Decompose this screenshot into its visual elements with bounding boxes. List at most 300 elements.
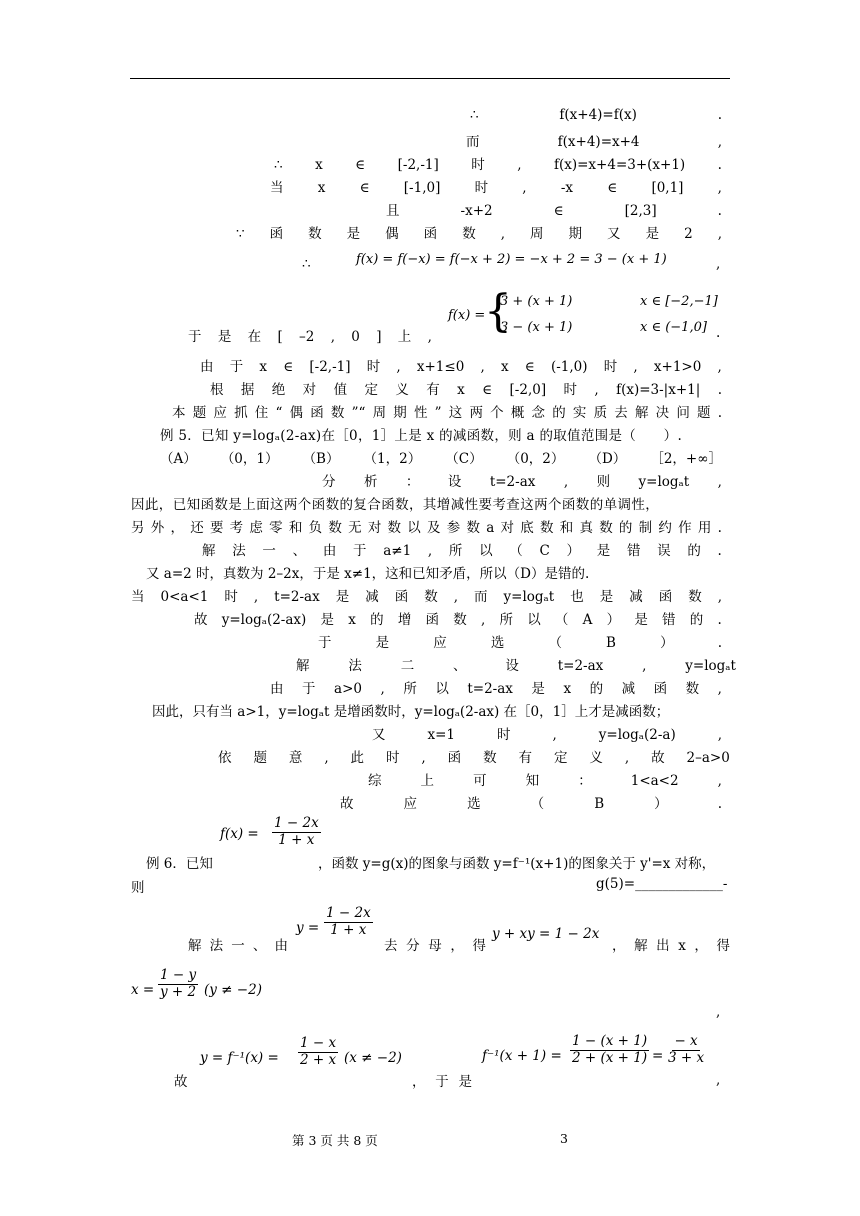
text-token: 上	[397, 329, 412, 345]
text-token: ）	[660, 635, 674, 651]
text-token: f(x)=x+4=3+(x+1)	[553, 157, 686, 173]
text-token: 时	[366, 359, 381, 375]
text-token: .	[717, 405, 722, 421]
text-token: ”“	[351, 405, 366, 421]
text-token: x	[348, 612, 356, 628]
solution-1-mid	[384, 934, 486, 954]
text-token: ∈	[283, 359, 294, 375]
line-28	[340, 792, 722, 812]
text-token: 、	[292, 543, 307, 559]
line-7-formula: f(x) = f(−x) = f(−x + 2) = −x + 2 = 3 − (x + 1)	[356, 252, 667, 267]
text-token: –2	[299, 329, 315, 345]
text-token: 概	[510, 405, 525, 421]
inverse-2-fraction-result	[666, 1034, 706, 1066]
text-token: 设	[447, 474, 462, 490]
text-token: 函	[653, 681, 668, 697]
text-token: [	[277, 329, 283, 345]
text-token: ,	[717, 773, 722, 789]
text-token: x	[457, 382, 465, 398]
line-13	[160, 447, 722, 467]
text-token: ，	[170, 520, 184, 536]
text-token: 数	[330, 405, 345, 421]
text-token: 底	[520, 520, 534, 536]
fraction-denominator: 2 + (x + 1)	[572, 1049, 648, 1066]
text-token: x=1	[427, 727, 455, 743]
text-token: 偶	[385, 226, 399, 242]
text-token: 由	[200, 359, 214, 375]
text-token: .	[717, 612, 722, 628]
text-token: 2	[684, 226, 693, 242]
text-token: 当	[131, 589, 145, 605]
text-token: 的	[618, 520, 633, 536]
text-token: 定	[553, 750, 568, 766]
text-token: 时	[603, 359, 618, 375]
text-token: 个	[490, 405, 504, 421]
text-token: a	[486, 520, 495, 536]
text-token: 于	[188, 329, 202, 345]
text-token: ,	[396, 359, 401, 375]
example-6-rest: ，函数 y=g(x)的图象与函数 y=f⁻¹(x+1)的图象关于 y'=x 对称，	[318, 856, 716, 872]
text-token: .	[717, 382, 722, 398]
text-token: 实	[572, 405, 587, 421]
footer-page-number: 3	[560, 1131, 568, 1146]
text-token: 用	[697, 520, 712, 536]
text-token: 时	[224, 589, 238, 605]
text-token: 一	[231, 938, 245, 954]
text-token: 0	[351, 329, 360, 345]
text-token: ,	[330, 329, 335, 345]
text-token: 以	[435, 681, 449, 697]
text-token: 2–a>0	[686, 750, 730, 766]
text-token: 的	[687, 543, 701, 559]
example-6-lead: 例 6．已知	[146, 856, 213, 872]
text-token: 应	[213, 405, 227, 421]
text-token: x	[315, 157, 323, 173]
text-token: 及	[427, 520, 441, 536]
text-token: 有	[426, 382, 440, 398]
text-token: (-1,0)	[550, 359, 588, 375]
text-token: 数	[599, 520, 613, 536]
text-token: 母	[428, 938, 442, 954]
line-21	[318, 631, 722, 651]
line-12: 例 5．已知 y=logₐ(2-ax)在［0，1］上是 x 的减函数，则 a 的取值范围是（ ）.	[160, 428, 683, 444]
text-token: x+1>0	[653, 359, 702, 375]
fraction-numerator: 1 − 2x	[326, 905, 371, 921]
text-token: 误	[657, 543, 671, 559]
text-token: 可	[473, 773, 487, 789]
line-24: 因此，只有当 a>1，y=logₐt 是增函数时，y=logₐ(2-ax) 在［0，1］上才是减函数；	[152, 704, 670, 720]
text-token: 是	[346, 226, 361, 242]
text-token: ,	[563, 474, 569, 490]
text-token: 所	[403, 681, 417, 697]
text-token: 考	[229, 520, 244, 536]
text-token: 、	[453, 658, 467, 674]
text-token: 定	[364, 382, 378, 398]
text-token: 时	[563, 382, 577, 398]
text-token: 念	[531, 405, 545, 421]
solution-1-tail	[612, 934, 730, 954]
text-token: 期	[568, 226, 583, 242]
text-token: 作	[678, 520, 692, 536]
text-token: 周	[372, 405, 387, 421]
text-token: ,	[522, 180, 527, 196]
text-token: ,	[717, 474, 722, 490]
text-token: 于	[435, 1074, 449, 1090]
text-token: ,	[717, 226, 722, 242]
text-token: f(x+4)=f(x)	[559, 107, 637, 123]
text-token: 义	[589, 750, 603, 766]
text-token: -x+2	[460, 203, 493, 219]
text-token: 绝	[271, 382, 286, 398]
text-token: 函	[394, 589, 409, 605]
text-token: ,	[421, 750, 426, 766]
text-token: 题	[253, 750, 267, 766]
text-token: 增	[397, 612, 412, 628]
text-token: ∈	[553, 203, 564, 219]
text-token: 本	[172, 405, 186, 421]
text-token: 0<a<1	[160, 589, 209, 605]
inverse-lhs: y = f⁻¹(x) =	[200, 1050, 279, 1066]
text-token: 得	[472, 938, 486, 954]
text-token: 由	[270, 681, 284, 697]
text-token: ：	[405, 474, 420, 490]
text-token: ,	[717, 180, 722, 196]
solution-1-y: y =	[296, 920, 320, 936]
text-token: 数	[453, 612, 467, 628]
text-token: ）	[606, 612, 621, 628]
text-token: .	[717, 520, 722, 536]
answer-blank: g(5)=_____________-	[596, 876, 728, 892]
text-token: ）	[654, 796, 668, 812]
text-token: 数	[387, 520, 402, 536]
text-token: 意	[288, 750, 303, 766]
fraction-numerator: 1 − 2x	[274, 815, 319, 831]
text-token: “	[275, 405, 283, 421]
text-token: 此	[350, 750, 365, 766]
text-token: 抓	[234, 405, 248, 421]
piecewise-function-label: f(x) =	[448, 308, 486, 323]
text-token: ”	[434, 405, 442, 421]
solution-1-fraction	[324, 906, 373, 938]
text-token: 故	[340, 796, 354, 812]
text-token: ，	[612, 938, 626, 954]
text-token: 而	[474, 589, 488, 605]
text-token: 时	[385, 750, 400, 766]
text-token: 时	[474, 180, 489, 196]
text-token: C	[539, 543, 550, 559]
text-token: x	[500, 359, 509, 375]
text-token: ,	[552, 727, 557, 743]
text-token: 的	[689, 612, 704, 628]
inverse-2-fraction	[570, 1034, 649, 1066]
line-22	[296, 654, 736, 674]
yu-shi-label	[412, 1070, 472, 1090]
text-token: ,	[427, 329, 432, 345]
text-token: ,	[253, 589, 259, 605]
line-6	[236, 222, 722, 242]
text-token: A	[582, 612, 593, 628]
piecewise-brace: {	[484, 286, 512, 337]
text-token: f(x)=3-|x+1|	[616, 382, 701, 398]
text-token: 制	[638, 520, 653, 536]
text-token: （	[548, 635, 562, 651]
text-token: 减	[621, 681, 636, 697]
text-token: 是	[531, 681, 545, 697]
text-token: 是	[375, 635, 390, 651]
piecewise-case-1-domain: x ∈ [−2,−1]	[640, 294, 718, 309]
text-token: t=2-ax	[274, 589, 320, 605]
text-token: 解	[202, 543, 216, 559]
x-expression-lhs: x =	[131, 982, 155, 998]
header-rule	[130, 78, 730, 79]
text-token: 外	[150, 520, 165, 536]
text-token: 的	[552, 405, 566, 421]
footer-page-info: 第 3 页 共 8 页	[292, 1133, 378, 1148]
text-token: 要	[209, 520, 224, 536]
x-expression-fraction	[158, 968, 198, 1000]
text-token: （D）	[588, 451, 627, 467]
text-token: ,	[427, 543, 433, 559]
text-token: 于	[229, 359, 244, 375]
line-11	[172, 401, 722, 421]
text-token: 据	[240, 382, 255, 398]
text-token: 、	[252, 938, 267, 954]
text-token: .	[717, 203, 722, 219]
text-token: 且	[386, 203, 400, 219]
text-token: ,	[717, 359, 722, 375]
text-token: .	[717, 635, 722, 651]
text-token: 数	[466, 520, 480, 536]
text-token: .	[717, 543, 722, 559]
text-token: 法	[348, 658, 362, 674]
text-token: 解	[296, 658, 310, 674]
text-token: ,	[717, 134, 722, 150]
text-token: [-2,0]	[509, 382, 547, 398]
text-token: （	[530, 796, 545, 812]
text-token: 所	[499, 612, 513, 628]
text-token: 故	[651, 750, 665, 766]
text-token: 于	[302, 681, 316, 697]
text-token: 数	[328, 520, 342, 536]
line-17	[202, 539, 722, 559]
example-6-fx: f(x) =	[220, 826, 259, 842]
text-token: y=logₐ(2-a)	[598, 727, 676, 743]
line-23	[270, 677, 722, 697]
text-token: 错	[626, 543, 641, 559]
text-token: 决	[655, 405, 670, 421]
line-20	[194, 608, 722, 628]
text-token: ∈	[607, 180, 618, 196]
text-token: 住	[254, 405, 269, 421]
text-token: 依	[218, 750, 232, 766]
text-token: 法	[232, 543, 246, 559]
text-token: ,	[717, 727, 722, 743]
fraction-denominator: 1 + x	[278, 831, 315, 848]
text-token: -x	[560, 180, 573, 196]
text-token: 时	[471, 157, 485, 173]
text-token: f(x+4)=x+4	[557, 134, 640, 150]
text-token: 于	[318, 635, 332, 651]
text-token: [0,1]	[651, 180, 684, 196]
fraction-numerator: 1 − x	[300, 1035, 337, 1051]
text-token: [2,3]	[624, 203, 657, 219]
text-token: 应	[403, 796, 418, 812]
text-token: ,	[517, 157, 522, 173]
text-token: 质	[593, 405, 608, 421]
text-token: 是	[320, 612, 335, 628]
fraction-denominator: 2 + x	[300, 1051, 337, 1068]
text-token: .	[717, 157, 722, 173]
text-token: 又	[607, 226, 621, 242]
text-token: ，	[412, 1074, 426, 1090]
text-token: 期	[393, 405, 407, 421]
text-token: 根	[210, 382, 224, 398]
text-token: 减	[365, 589, 379, 605]
example-6-then: 则	[131, 880, 145, 896]
text-token: ∴	[274, 157, 283, 173]
text-token: 函	[425, 612, 440, 628]
inverse-condition: (x ≠ −2)	[344, 1050, 402, 1066]
piecewise-case-2: 3 − (x + 1)	[500, 320, 573, 335]
text-token: 是	[645, 226, 660, 242]
text-token: 去	[384, 938, 398, 954]
text-token: x	[259, 359, 267, 375]
text-token: 分	[322, 474, 336, 490]
text-token: 数	[688, 589, 702, 605]
text-token: 零	[269, 520, 283, 536]
text-token: 在	[247, 329, 262, 345]
example-6-fraction	[272, 816, 321, 848]
comma-2: ,	[716, 1072, 721, 1088]
text-token: 值	[333, 382, 348, 398]
text-token: ）	[566, 543, 581, 559]
text-token: ∈	[359, 180, 370, 196]
solution-1-equation: y + xy = 1 − 2x	[492, 926, 600, 942]
text-token: y=logₐ(2-ax)	[221, 612, 307, 628]
text-token: 参	[446, 520, 461, 536]
text-token: 数	[483, 750, 497, 766]
text-token: ,	[480, 359, 485, 375]
text-token: ]	[376, 329, 382, 345]
text-token: 一	[262, 543, 276, 559]
text-token: 函	[658, 589, 673, 605]
text-token: 两	[469, 405, 483, 421]
text-token: 另	[131, 520, 145, 536]
text-token: [-1,0]	[403, 180, 441, 196]
text-token: 是	[599, 589, 614, 605]
text-token: 设	[505, 658, 519, 674]
text-token: 是	[458, 1074, 472, 1090]
text-token: 由	[274, 938, 288, 954]
text-token: 而	[466, 134, 480, 150]
line-8-end: .	[716, 325, 721, 341]
text-token: 数	[685, 681, 700, 697]
text-token: t=2-ax	[557, 658, 604, 674]
text-token: 和	[288, 520, 303, 536]
text-token: 真	[579, 520, 593, 536]
text-token: ,	[717, 681, 722, 697]
text-token: ∈	[482, 382, 493, 398]
text-token: 还	[190, 520, 204, 536]
text-token: 选	[490, 635, 505, 651]
line-5	[386, 199, 722, 219]
text-token: ∈	[355, 157, 366, 173]
text-token: 虑	[249, 520, 263, 536]
text-token: x	[563, 681, 572, 697]
fraction-numerator: − x	[674, 1033, 698, 1049]
text-token: 当	[270, 180, 284, 196]
text-token: 解	[188, 938, 202, 954]
text-token: 有	[518, 750, 533, 766]
text-token: [-2,-1]	[309, 359, 351, 375]
inverse-fraction	[298, 1036, 338, 1068]
text-token: 解	[634, 938, 648, 954]
inverse-2-eq: =	[652, 1048, 664, 1064]
text-token: （A）	[160, 451, 197, 467]
line-25	[372, 723, 722, 743]
inverse-2-lhs: f⁻¹(x + 1) =	[482, 1048, 562, 1064]
text-token: ,	[594, 382, 599, 398]
text-token: 数	[424, 589, 438, 605]
fraction-denominator: y + 2	[160, 983, 197, 1000]
fraction-numerator: 1 − (x + 1)	[572, 1033, 648, 1049]
line-7-end: ,	[716, 256, 721, 272]
text-token: 故	[194, 612, 208, 628]
text-token: 以	[479, 543, 493, 559]
text-token: 应	[433, 635, 447, 651]
text-token: ,	[642, 658, 647, 674]
text-token: x	[678, 938, 686, 954]
text-token: 是	[596, 543, 611, 559]
text-token: 的	[370, 612, 384, 628]
text-token: 周	[530, 226, 544, 242]
text-token: ［2，+∞］	[650, 451, 722, 467]
text-token: 二	[400, 658, 415, 674]
text-token: 约	[658, 520, 672, 536]
text-token: 是	[335, 589, 350, 605]
text-token: 错	[662, 612, 676, 628]
comma-1: ,	[716, 1004, 721, 1020]
text-token: [-2,-1]	[397, 157, 439, 173]
fraction-numerator: 1 − y	[160, 967, 197, 983]
text-token: （	[509, 543, 523, 559]
text-token: 于	[353, 543, 367, 559]
text-token: ,	[500, 226, 505, 242]
text-token: 的	[589, 681, 604, 697]
text-token: （1，2）	[363, 451, 422, 467]
text-token: 也	[570, 589, 584, 605]
text-token: 分	[406, 938, 420, 954]
text-token: 义	[395, 382, 409, 398]
fraction-denominator: 3 + x	[668, 1049, 705, 1066]
text-token: 性	[413, 405, 428, 421]
text-token: （	[554, 612, 569, 628]
piecewise-case-2-domain: x ∈ (−1,0]	[640, 320, 707, 335]
line-15: 因此，已知函数是上面这两个函数的复合函数，其增减性要考查这两个函数的单调性，	[131, 497, 660, 513]
text-token: x	[317, 180, 326, 196]
text-token: 是	[634, 612, 648, 628]
text-token: 问	[676, 405, 690, 421]
x-expression-condition: (y ≠ −2)	[204, 982, 262, 998]
text-token: ,	[380, 681, 385, 697]
text-token: ，	[450, 938, 464, 954]
line-9	[200, 355, 722, 375]
text-token: 去	[614, 405, 628, 421]
text-token: 减	[629, 589, 643, 605]
line-3	[274, 153, 722, 173]
text-token: y=logₐt	[638, 474, 690, 490]
text-token: （B）	[302, 451, 340, 467]
